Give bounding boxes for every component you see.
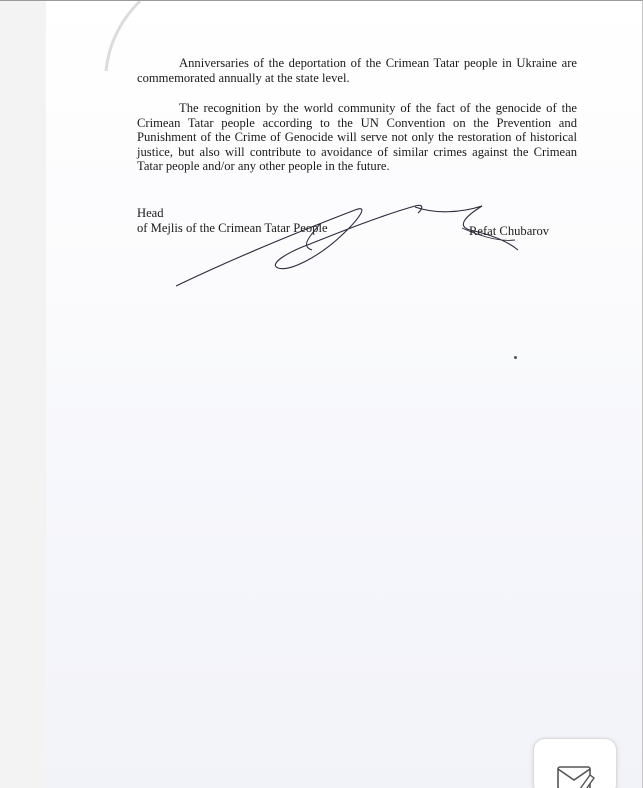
paragraph-genocide-recognition [137, 101, 577, 174]
handwritten-signature [170, 180, 530, 295]
paragraph-2-text: The recognition by the world community of the fact of the genocide of the Crimean Tatar people according to the UN Convention on the Prevention and Punishment of the Crime of Genocide will serve not only the restoration of historical justice, but also will contribute to avoidance of similar crimes against the Crimean Tatar people and/or any other people in the future. [137, 101, 577, 173]
paper-fold-mark [102, 1, 142, 71]
viewer-left-margin [0, 0, 46, 788]
signatory-title: Head [137, 206, 164, 220]
paragraph-deportation-anniversaries [137, 56, 577, 85]
scan-speck [514, 356, 517, 359]
paragraph-1-text: Anniversaries of the deportation of the Crimean Tatar people in Ukraine are commemorated annually at the state level. [137, 56, 577, 85]
mail-action-button[interactable] [533, 738, 617, 788]
signatory-organization: of Mejlis of the Crimean Tatar People [137, 221, 328, 235]
mail-edit-icon [556, 763, 596, 788]
signatory-name: Refat Chubarov [469, 224, 550, 238]
